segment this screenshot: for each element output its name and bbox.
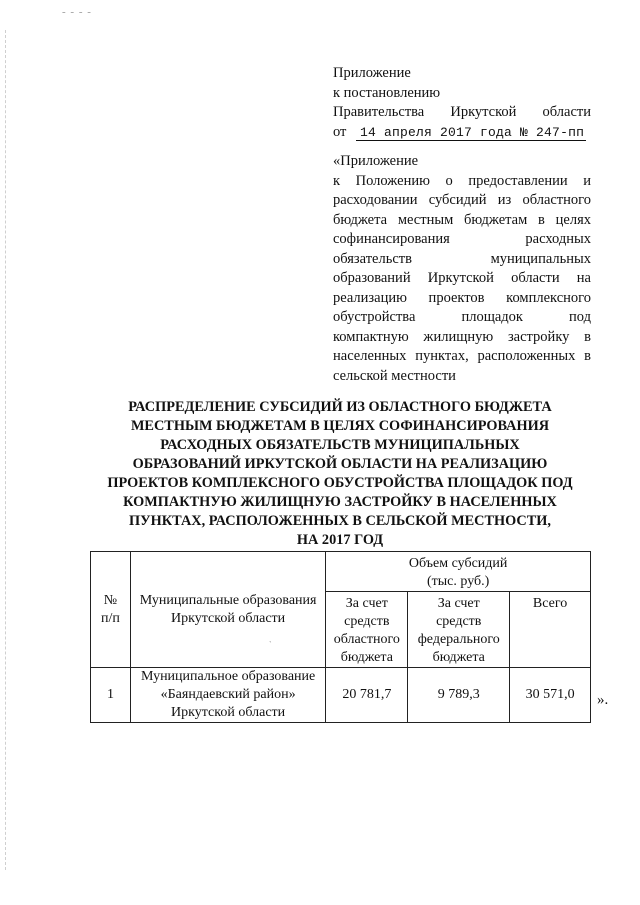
date-filled-value: 14 апреля 2017 года № 247-пп: [356, 125, 586, 141]
header-federal-line: бюджета: [432, 650, 485, 665]
header-regional-line: бюджета: [340, 650, 393, 665]
heading-line: ОБРАЗОВАНИЙ ИРКУТСКОЙ ОБЛАСТИ НА РЕАЛИЗАЦИЮ: [132, 456, 548, 472]
heading-line: МЕСТНЫМ БЮДЖЕТАМ В ЦЕЛЯХ СОФИНАНСИРОВАНИЯ: [130, 418, 550, 434]
table-row: [91, 668, 591, 723]
heading-line: ПРОЕКТОВ КОМПЛЕКСНОГО ОБУСТРОЙСТВА ПЛОЩАДОК ПОД: [107, 475, 573, 491]
header-group-line: Объем субсидий: [408, 556, 508, 571]
appendix-line: Правительства Иркутской области: [333, 104, 591, 120]
closing-quote: ».: [597, 692, 609, 708]
header-municipality-line: Иркутской области: [171, 610, 286, 626]
header-total-label: Всего: [532, 596, 568, 611]
regulation-line: бюджета местным бюджетам в целях: [333, 211, 591, 228]
header-group-line: (тыс. руб.): [427, 574, 490, 589]
scan-edge-line: [5, 30, 6, 870]
municipality-line: «Баяндаевский район»: [160, 687, 296, 702]
header-regional-line: средств: [344, 614, 390, 629]
header-regional-line: За счет: [345, 596, 388, 611]
regulation-line: расходовании субсидий из областного: [333, 192, 591, 208]
scan-mark: ‑ ‑ ‑ ‑: [62, 6, 92, 18]
header-num-line: п/п: [101, 610, 120, 626]
row-total-value: 30 571,0: [510, 668, 591, 723]
heading-line: КОМПАКТНУЮ ЖИЛИЩНУЮ ЗАСТРОЙКУ В НАСЕЛЕННЫХ: [123, 494, 557, 510]
regulation-line: обязательств муниципальных: [333, 250, 591, 267]
heading-line: РАСХОДНЫХ ОБЯЗАТЕЛЬСТВ МУНИЦИПАЛЬНЫХ: [160, 437, 520, 453]
regulation-line: сельской местности: [333, 367, 456, 384]
scan-tick-mark: `: [269, 640, 272, 649]
date-prefix: от: [333, 123, 347, 140]
regulation-line: к Положению о предоставлении и: [333, 172, 591, 189]
regulation-line: компактную жилищную застройку в: [333, 328, 591, 345]
appendix-line: к постановлению: [333, 84, 441, 101]
header-municipality-line: Муниципальные образования: [139, 592, 317, 608]
header-municipality: [130, 552, 325, 668]
regulation-line: реализацию проектов комплексного: [333, 289, 591, 306]
header-regional-line: областного: [333, 632, 400, 647]
header-federal-line: средств: [436, 614, 482, 629]
heading-line: НА 2017 ГОД: [296, 532, 384, 548]
table-header-row: [91, 552, 591, 592]
regulation-line: «Приложение: [333, 153, 419, 169]
regulation-reference: [333, 152, 591, 386]
header-regional-budget: [326, 592, 408, 668]
subsidy-table: [90, 551, 591, 723]
header-num-line: №: [103, 592, 118, 608]
regulation-line: населенных пунктах, расположенных в: [333, 348, 591, 364]
regulation-line: образований Иркутской области на: [333, 270, 591, 286]
appendix-date-line: [333, 123, 591, 143]
header-federal-line: За счет: [437, 596, 480, 611]
row-num: 1: [91, 668, 131, 723]
municipality-line: Иркутской области: [171, 705, 286, 720]
heading-line: РАСПРЕДЕЛЕНИЕ СУБСИДИЙ ИЗ ОБЛАСТНОГО БЮДЖЕТА: [128, 399, 552, 415]
document-heading: [100, 398, 580, 550]
header-num: [91, 552, 131, 668]
row-federal-value: 9 789,3: [408, 668, 510, 723]
appendix-line: Приложение: [333, 65, 411, 81]
regulation-line: софинансирования расходных: [333, 231, 591, 247]
header-federal-budget: [408, 592, 510, 668]
regulation-line: обустройства площадок под: [333, 309, 591, 325]
row-municipality: [130, 668, 325, 723]
appendix-block: [333, 64, 591, 142]
header-federal-line: федерального: [417, 632, 500, 647]
header-subsidy-volume: [326, 552, 591, 592]
header-total: [510, 592, 591, 668]
heading-line: ПУНКТАХ, РАСПОЛОЖЕННЫХ В СЕЛЬСКОЙ МЕСТНОСТИ,: [129, 513, 551, 529]
municipality-line: Муниципальное образование: [140, 669, 316, 684]
row-regional-value: 20 781,7: [326, 668, 408, 723]
